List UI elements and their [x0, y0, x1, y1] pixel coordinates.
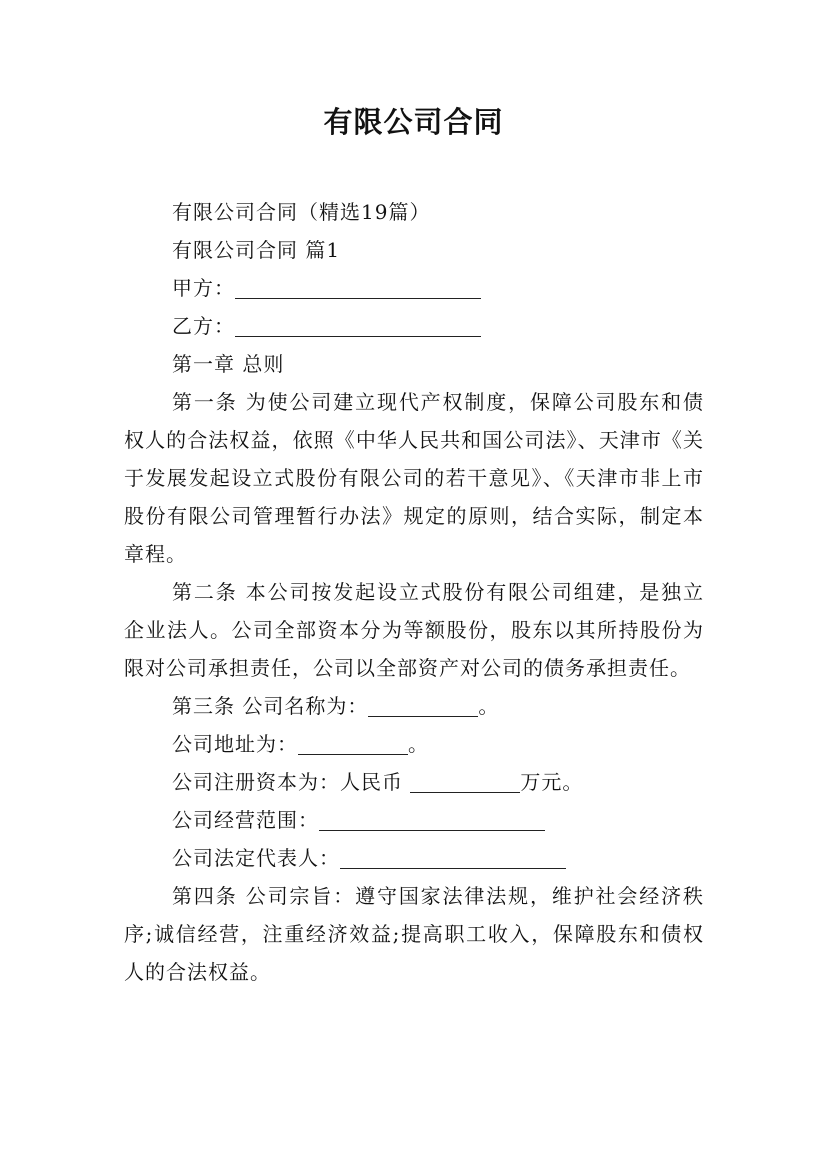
address-line — [124, 725, 704, 763]
party-b-blank — [235, 312, 481, 337]
company-name-blank — [368, 692, 478, 717]
capital-line — [124, 763, 704, 801]
legal-rep-line — [124, 839, 704, 877]
article-3-suffix: 。 — [478, 694, 500, 718]
document-body — [124, 193, 704, 991]
section-heading-text: 第一章 总则 — [172, 352, 285, 376]
section-heading-line — [124, 345, 704, 383]
party-a-label: 甲方： — [172, 276, 235, 300]
address-blank — [298, 730, 408, 755]
capital-label: 公司注册资本为：人民币 — [172, 770, 403, 794]
article-2-paragraph: 第二条 本公司按发起设立式股份有限公司组建，是独立企业法人。公司全部资本分为等额股份，股东以其所持股份为限对公司承担责任，公司以全部资产对公司的债务承担责任。 — [124, 580, 704, 680]
article-3-line — [124, 687, 704, 725]
party-a-blank — [235, 274, 481, 299]
chapter-heading-text: 有限公司合同 篇1 — [172, 238, 341, 262]
address-suffix: 。 — [408, 732, 429, 756]
legal-rep-blank — [340, 844, 566, 869]
document-title: 有限公司合同 — [323, 105, 504, 139]
scope-label: 公司经营范围： — [172, 808, 319, 832]
scope-line — [124, 801, 704, 839]
party-a-line — [124, 269, 704, 307]
subtitle-line — [124, 193, 704, 231]
capital-suffix: 万元。 — [520, 770, 584, 794]
legal-rep-label: 公司法定代表人： — [172, 846, 340, 870]
article-3-label: 第三条 公司名称为： — [172, 694, 369, 718]
party-b-line — [124, 307, 704, 345]
capital-blank — [410, 768, 520, 793]
subtitle-text: 有限公司合同（精选19篇） — [172, 200, 431, 224]
article-1-paragraph: 第一条 为使公司建立现代产权制度，保障公司股东和债权人的合法权益，依照《中华人民共和国公司法》、天津市《关于发展发起设立式股份有限公司的若干意见》、《天津市非上市股份有限公司管理暂行办法》规定的原则，结合实际，制定本章程。 — [124, 390, 704, 566]
article-4-paragraph: 第四条 公司宗旨：遵守国家法律法规，维护社会经济秩序;诚信经营，注重经济效益;提高职工收入，保障股东和债权人的合法权益。 — [124, 884, 704, 984]
chapter-heading-line — [124, 231, 704, 269]
address-label: 公司地址为： — [172, 732, 298, 756]
scope-blank — [319, 806, 545, 831]
party-b-label: 乙方： — [172, 314, 235, 338]
